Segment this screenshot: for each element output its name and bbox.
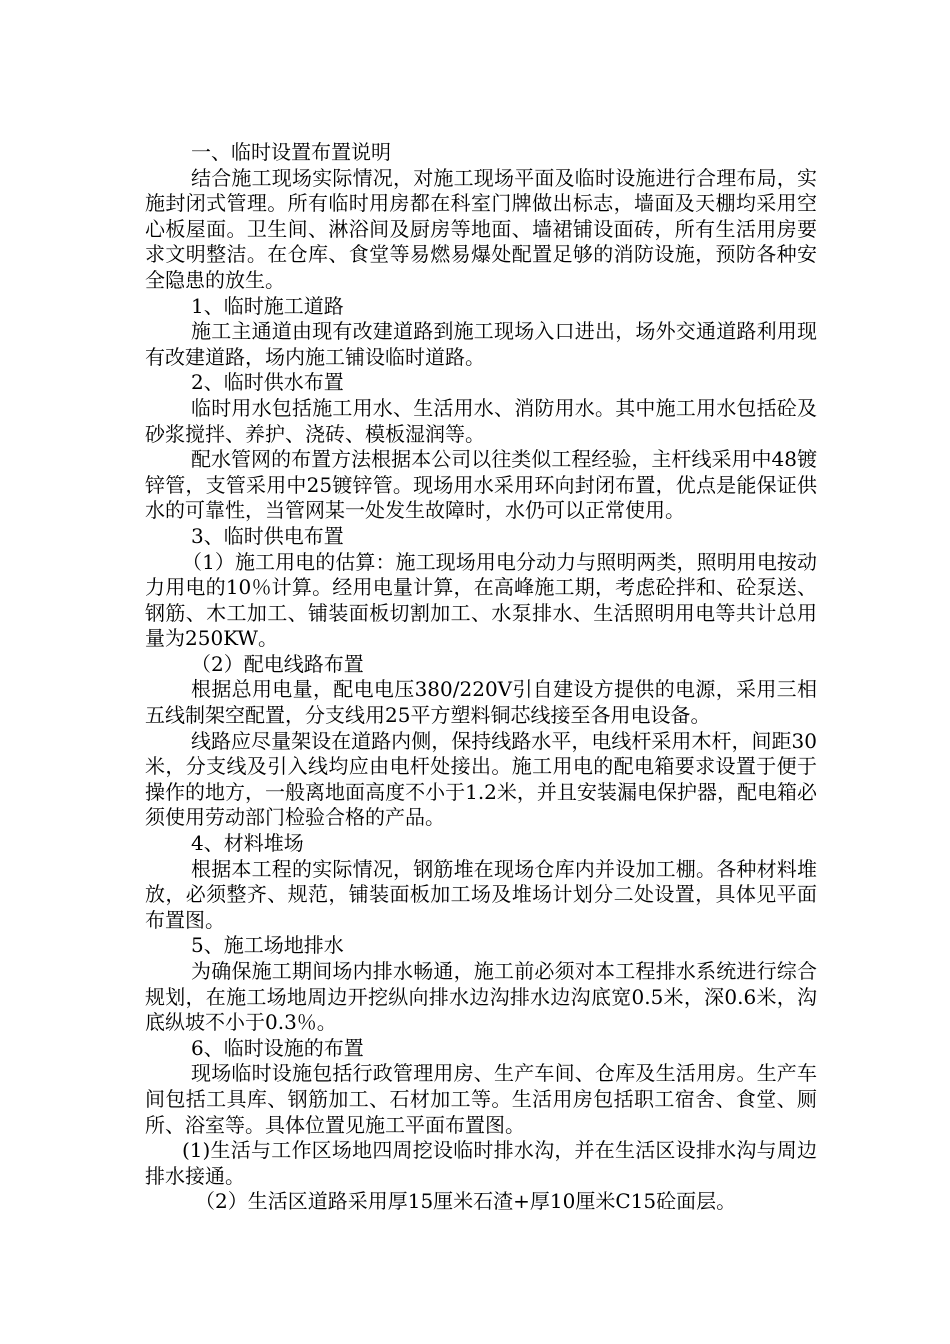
body-paragraph: （2）生活区道路采用厚15厘米石渣+厚10厘米C15砼面层。 bbox=[195, 1189, 737, 1214]
body-paragraph: （1）施工用电的估算：施工现场用电分动力与照明两类，照明用电按动力用电的10％计算。经用电量计算，在高峰施工期，考虑砼拌和、砼泵送、钢筋、木工加工、铺装面板切割加工、水泵排水、生活照明用电等共计总用量为250KW。 bbox=[145, 549, 817, 651]
subsection-heading: 3、临时供电布置 bbox=[191, 523, 344, 548]
body-paragraph: (1)生活与工作区场地四周挖设临时排水沟，并在生活区设排水沟与周边排水接通。 bbox=[145, 1138, 817, 1188]
subsection-heading: 5、施工场地排水 bbox=[191, 933, 344, 958]
subsection-heading: 4、材料堆场 bbox=[191, 831, 304, 856]
subsection-heading: （2）配电线路布置 bbox=[191, 651, 364, 676]
document-page bbox=[145, 140, 817, 1215]
body-paragraph: 临时用水包括施工用水、生活用水、消防用水。其中施工用水包括砼及砂浆搅拌、养护、浇砖、模板湿润等。 bbox=[145, 395, 817, 446]
body-paragraph: 为确保施工期间场内排水畅通，施工前必须对本工程排水系统进行综合规划，在施工场地周边开挖纵向排水边沟排水边沟底宽0.5米，深0.6米，沟底纵坡不小于0.3％。 bbox=[145, 959, 817, 1035]
subsection-heading: 6、临时设施的布置 bbox=[191, 1035, 364, 1060]
body-paragraph: 配水管网的布置方法根据本公司以往类似工程经验，主杆线采用中48镀锌管，支管采用中25镀锌管。现场用水采用环向封闭布置，优点是能保证供水的可靠性，当管网某一处发生故障时，水仍可以正常使用。 bbox=[145, 447, 817, 523]
section-heading: 一、临时设置布置说明 bbox=[191, 140, 391, 164]
body-paragraph: 结合施工现场实际情况，对施工现场平面及临时设施进行合理布局，实施封闭式管理。所有临时用房都在科室门牌做出标志，墙面及天棚均采用空心板屋面。卫生间、淋浴间及厨房等地面、墙裙铺设面砖，所有生活用房要求文明整洁。在仓库、食堂等易燃易爆处配置足够的消防设施，预防各种安全隐患的放生。 bbox=[145, 165, 817, 292]
body-paragraph: 现场临时设施包括行政管理用房、生产车间、仓库及生活用房。生产车间包括工具库、钢筋加工、石材加工等。生活用房包括职工宿舍、食堂、厕所、浴室等。具体位置见施工平面布置图。 bbox=[145, 1061, 817, 1137]
body-paragraph: 根据总用电量，配电电压380/220V引自建设方提供的电源，采用三相五线制架空配置，分支线用25平方塑料铜芯线接至各用电设备。 bbox=[145, 677, 817, 728]
body-paragraph: 根据本工程的实际情况，钢筋堆在现场仓库内并设加工棚。各种材料堆放，必须整齐、规范，铺装面板加工场及堆场计划分二处设置，具体见平面布置图。 bbox=[145, 856, 817, 932]
body-paragraph: 施工主通道由现有改建道路到施工现场入口进出，场外交通道路利用现有改建道路，场内施工铺设临时道路。 bbox=[145, 319, 817, 369]
subsection-heading: 2、临时供水布置 bbox=[191, 370, 344, 395]
body-paragraph: 线路应尽量架设在道路内侧，保持线路水平，电线杆采用木杆，间距30米，分支线及引入线均应由电杆处接出。施工用电的配电箱要求设置于便于操作的地方，一般离地面高度不小于1.2米，并且安装漏电保护器，配电箱必须使用劳动部门检验合格的产品。 bbox=[145, 728, 817, 830]
subsection-heading: 1、临时施工道路 bbox=[191, 293, 344, 318]
